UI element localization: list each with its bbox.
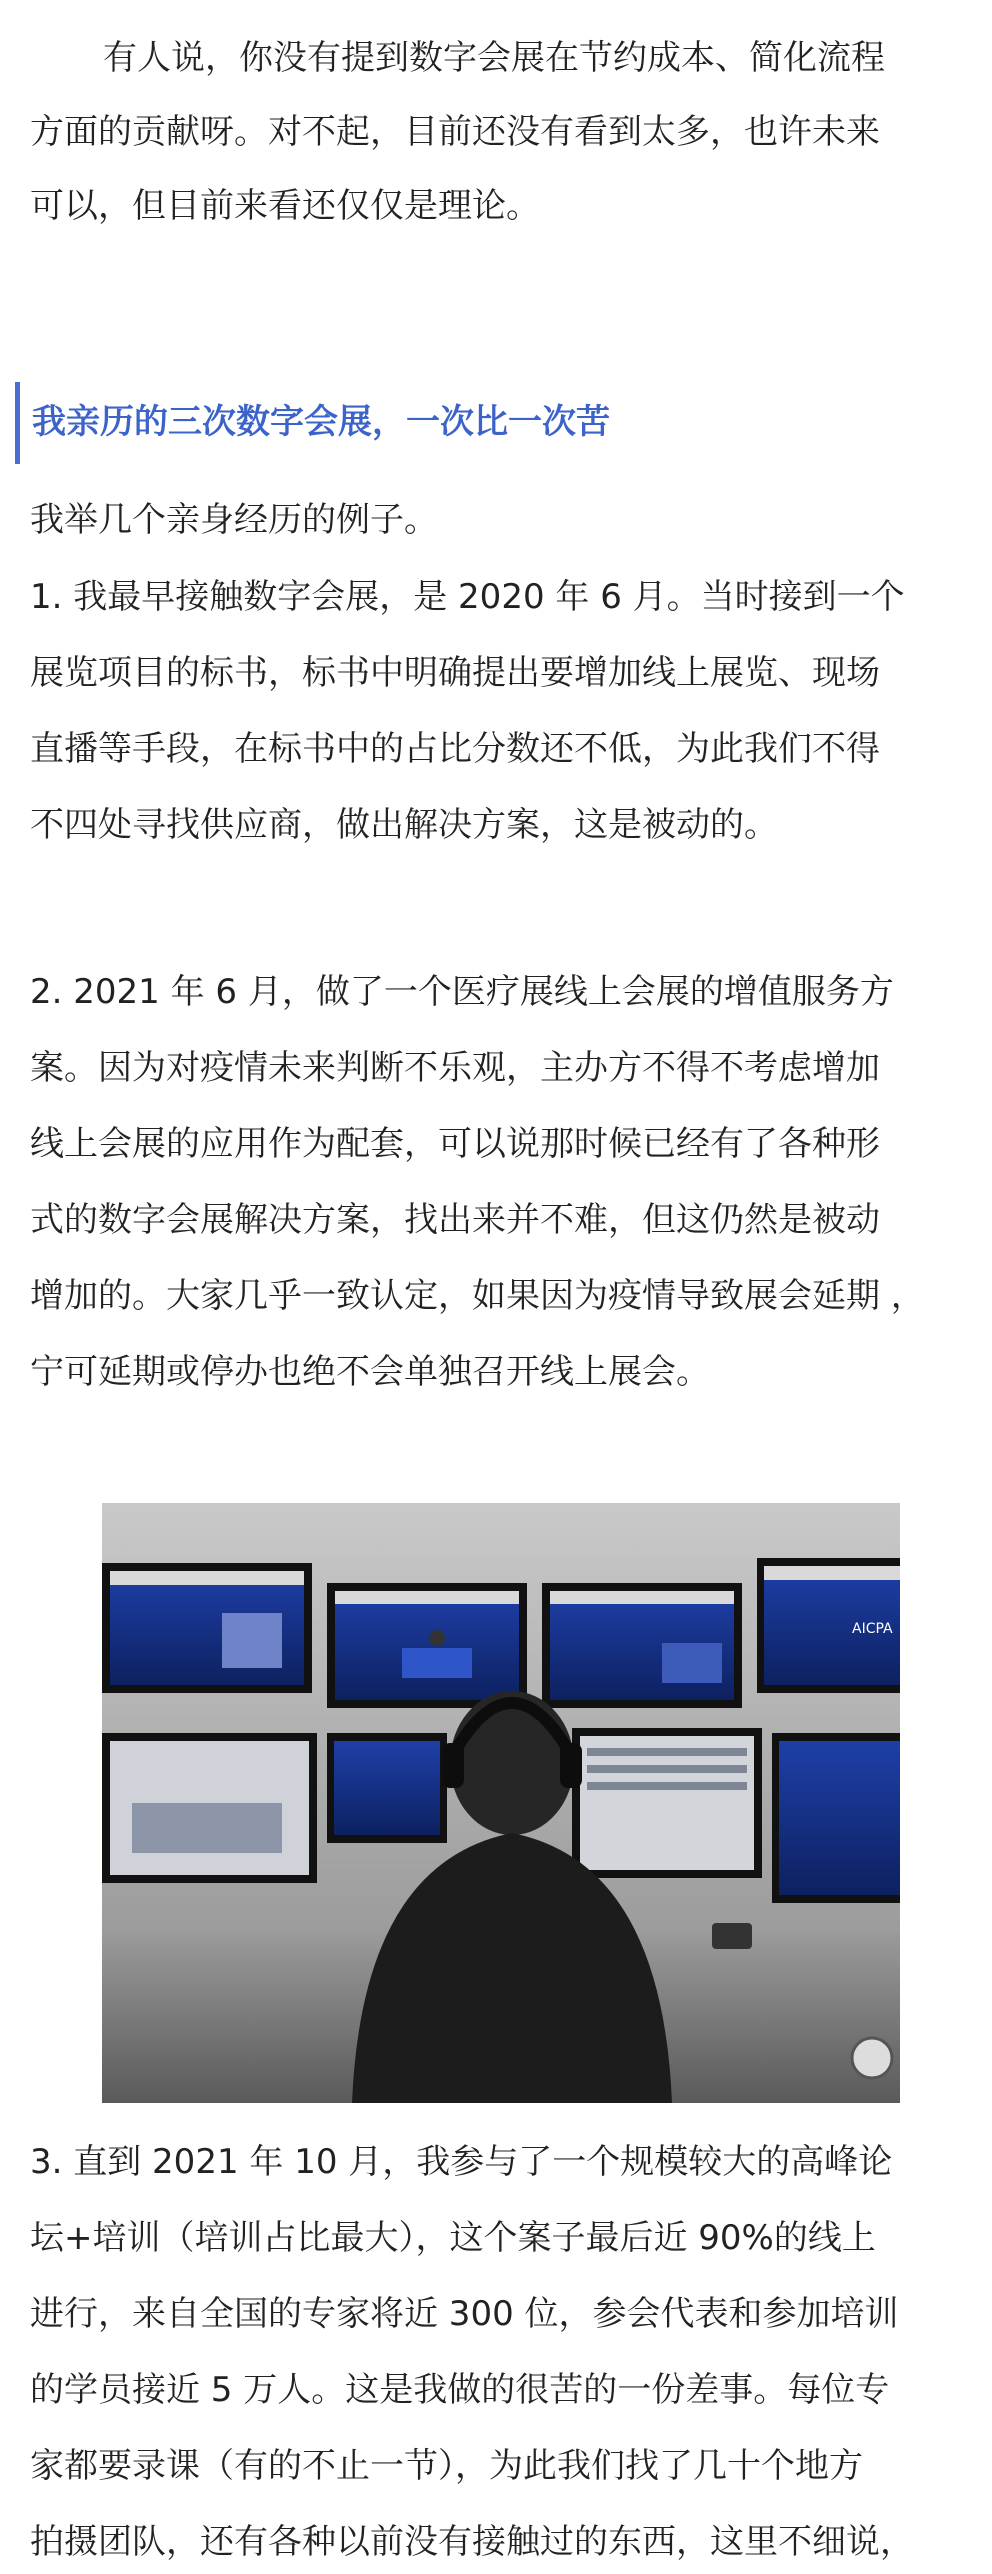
item1-line: 1. 我最早接触数字会展，是 2020 年 6 月。当时接到一个 (30, 577, 905, 617)
item2-line: 2. 2021 年 6 月，做了一个医疗展线上会展的增值服务方 (30, 972, 894, 1012)
headphone-reel (852, 2038, 892, 2078)
article-photo (102, 1503, 900, 2103)
phone-on-desk (712, 1923, 752, 1949)
monitor-bottom-center-right (572, 1728, 762, 1878)
item1-line: 直播等手段，在标书中的占比分数还不低，为此我们不得 (30, 729, 880, 769)
monitor-bottom-center-left (327, 1733, 447, 1843)
paragraph-line: 有人说，你没有提到数字会展在节约成本、简化流程 (103, 38, 885, 78)
item2-line: 宁可延期或停办也绝不会单独召开线上展会。 (30, 1352, 710, 1392)
monitor-top-center-left (327, 1583, 527, 1708)
paragraph-line: 方面的贡献呀。对不起，目前还没有看到太多，也许未来 (30, 112, 880, 152)
monitor-top-right (757, 1558, 900, 1693)
item1-line: 展览项目的标书，标书中明确提出要增加线上展览、现场 (30, 653, 880, 693)
item3-line: 坛+培训（培训占比最大），这个案子最后近 90%的线上 (30, 2218, 876, 2258)
item2-line: 案。因为对疫情未来判断不乐观，主办方不得不考虑增加 (30, 1048, 880, 1088)
monitor-top-left (102, 1563, 312, 1693)
item3-line: 进行，来自全国的专家将近 300 位，参会代表和参加培训 (30, 2294, 899, 2334)
item2-line: 式的数字会展解决方案，找出来并不难，但这仍然是被动 (30, 1200, 880, 1240)
item3-line: 3. 直到 2021 年 10 月，我参与了一个规模较大的高峰论 (30, 2142, 893, 2182)
item3-line: 家都要录课（有的不止一节），为此我们找了几十个地方 (30, 2446, 863, 2486)
item3-line: 的学员接近 5 万人。这是我做的很苦的一份差事。每位专 (30, 2370, 890, 2410)
section-heading: 我亲历的三次数字会展，一次比一次苦 (32, 402, 610, 442)
item3-line: 拍摄团队，还有各种以前没有接触过的东西，这里不细说， (30, 2522, 914, 2562)
item1-line: 不四处寻找供应商，做出解决方案，这是被动的。 (30, 805, 778, 845)
monitor-bottom-left (102, 1733, 317, 1883)
item2-line: 线上会展的应用作为配套，可以说那时候已经有了各种形 (30, 1124, 880, 1164)
screen-logo: AICPA (852, 1621, 893, 1637)
paragraph-line: 可以，但目前来看还仅仅是理论。 (30, 186, 540, 226)
monitor-top-center-right (542, 1583, 742, 1708)
heading-accent-bar (15, 382, 20, 464)
intro-line: 我举几个亲身经历的例子。 (30, 500, 438, 540)
monitor-bottom-right (772, 1733, 900, 1903)
monitor-room-illustration (102, 1503, 900, 2103)
item2-line: 增加的。大家几乎一致认定，如果因为疫情导致展会延期 ， (30, 1276, 925, 1316)
